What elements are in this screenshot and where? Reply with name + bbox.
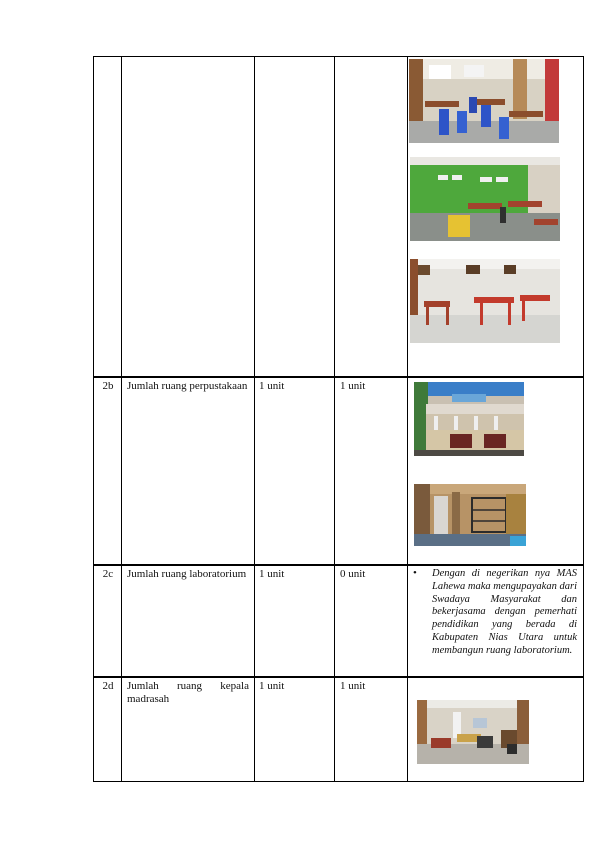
- column-divider: [334, 56, 335, 782]
- row-number: 2d: [102, 680, 114, 692]
- item-label: Jumlah ruang laboratorium: [127, 568, 247, 580]
- head-office-room-photo: [417, 700, 529, 764]
- row-number: 2c: [102, 568, 114, 580]
- row-divider: [93, 564, 584, 566]
- actual-count: 0 unit: [340, 568, 366, 580]
- item-label: Jumlah ruang kepala madrasah: [127, 680, 249, 705]
- classroom-red-desks-photo: [410, 259, 560, 343]
- row-number: 2b: [102, 380, 114, 392]
- bullet-point: •: [413, 567, 417, 579]
- row-divider: [93, 676, 584, 678]
- ideal-count: 1 unit: [259, 380, 285, 392]
- row-divider: [93, 376, 584, 378]
- facilities-table: [93, 56, 584, 782]
- ideal-count: 1 unit: [259, 680, 285, 692]
- laboratory-note: Dengan di negerikan nya MAS Lahewa maka mengupayakan dari Swadaya Masyarakat dan bekerjasama dengan pemerhati pendidikan yang berada di Kabupaten Nias Utara untuk membangun ruang laboratorium.: [432, 568, 577, 656]
- actual-count: 1 unit: [340, 680, 366, 692]
- actual-count: 1 unit: [340, 380, 366, 392]
- classroom-photo: [409, 59, 559, 143]
- ideal-count: 1 unit: [259, 568, 285, 580]
- classroom-green-wall-photo: [410, 157, 560, 241]
- column-divider: [121, 56, 122, 782]
- column-divider: [407, 56, 408, 782]
- item-label: Jumlah ruang perpustakaan: [127, 380, 248, 392]
- column-divider: [254, 56, 255, 782]
- library-building-exterior-photo: [414, 382, 524, 456]
- library-interior-shelves-photo: [414, 484, 526, 546]
